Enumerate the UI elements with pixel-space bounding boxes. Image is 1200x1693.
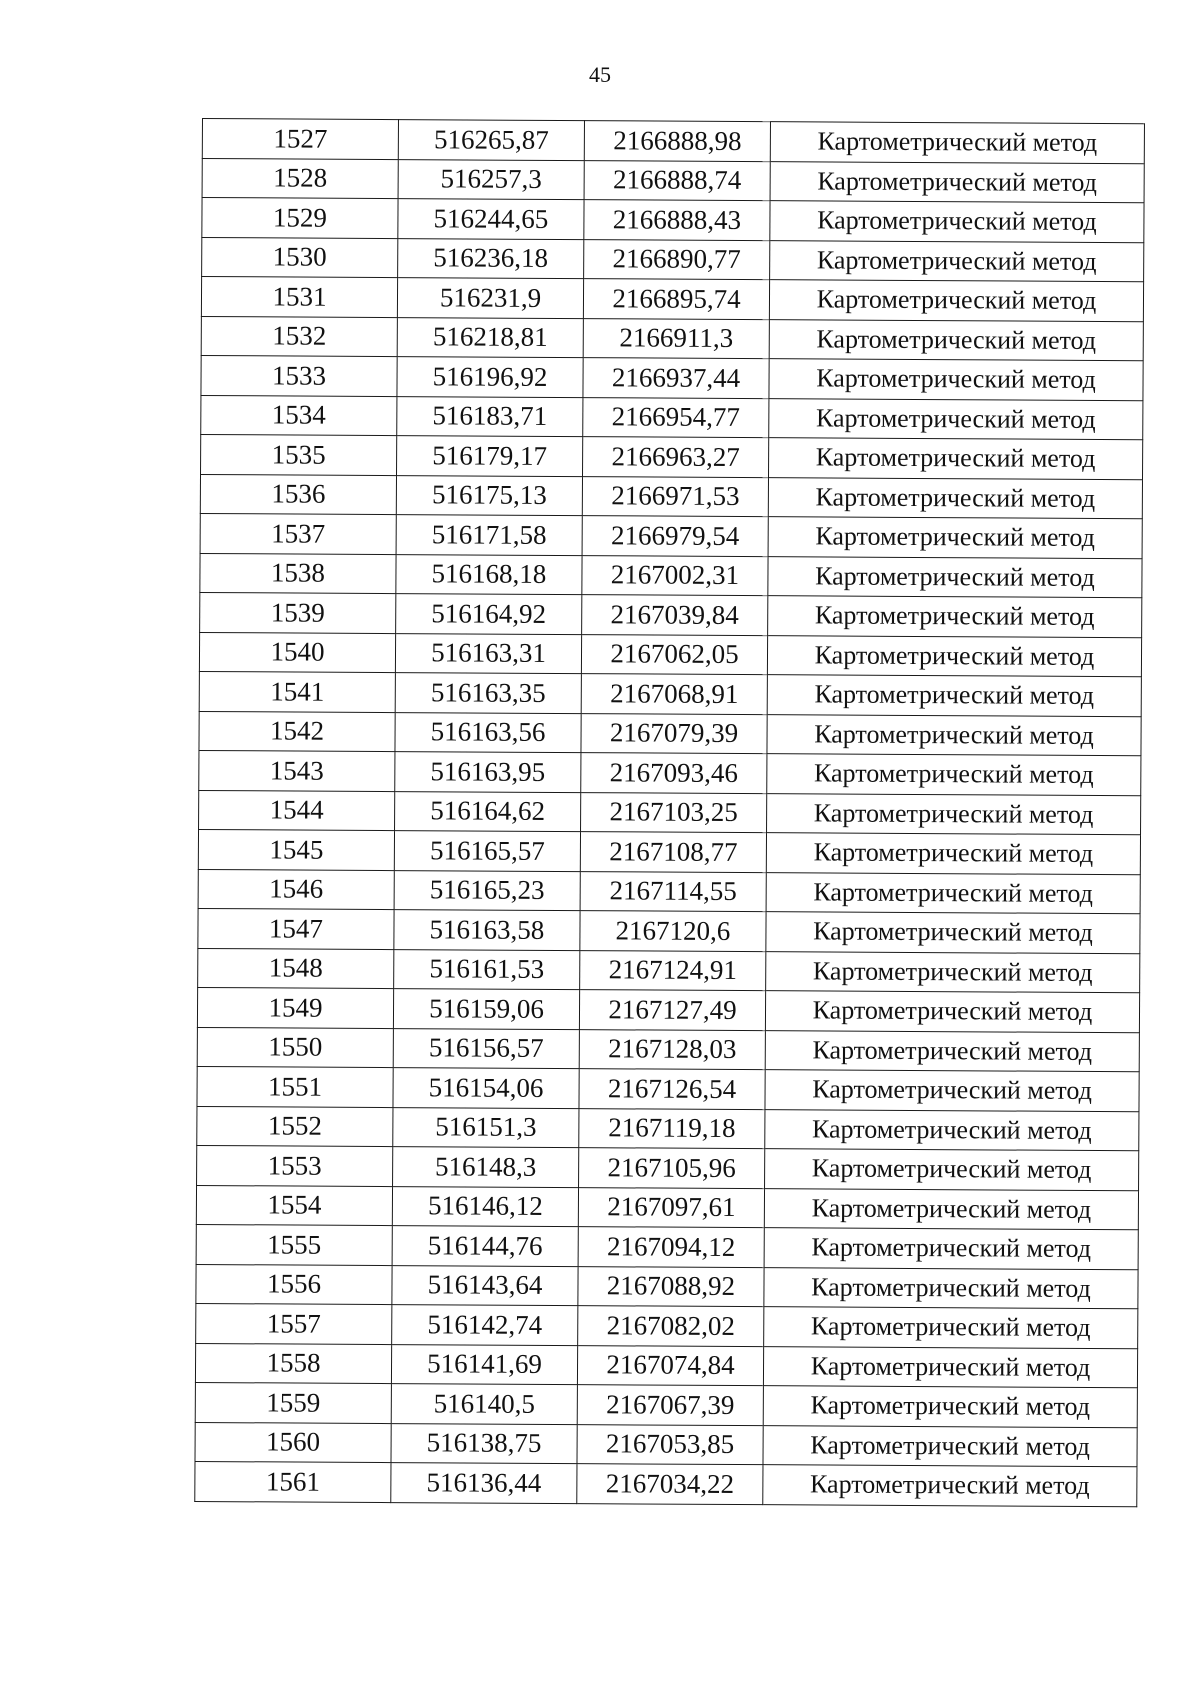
x-coordinate-cell: 516144,76 xyxy=(392,1226,578,1267)
y-coordinate-cell: 2167067,39 xyxy=(577,1385,763,1426)
y-coordinate-cell: 2167002,31 xyxy=(582,555,768,596)
point-number-cell: 1555 xyxy=(196,1224,392,1265)
y-coordinate-cell: 2166954,77 xyxy=(583,397,769,438)
x-coordinate-cell: 516143,64 xyxy=(392,1265,578,1306)
table-row xyxy=(196,1303,1138,1348)
y-coordinate-cell: 2166888,43 xyxy=(584,200,770,241)
x-coordinate-cell: 516163,35 xyxy=(395,673,581,714)
table-row xyxy=(196,1264,1138,1309)
y-coordinate-cell: 2166895,74 xyxy=(583,279,769,320)
table-row xyxy=(199,632,1141,677)
point-number-cell: 1543 xyxy=(199,750,395,791)
y-coordinate-cell: 2167088,92 xyxy=(578,1266,764,1307)
x-coordinate-cell: 516136,44 xyxy=(391,1463,577,1504)
table-row xyxy=(196,1224,1138,1269)
y-coordinate-cell: 2166971,53 xyxy=(582,476,768,517)
point-number-cell: 1538 xyxy=(200,553,396,594)
method-cell: Картометрический метод xyxy=(766,872,1140,914)
point-number-cell: 1549 xyxy=(197,987,393,1028)
table-row xyxy=(199,790,1141,835)
x-coordinate-cell: 516244,65 xyxy=(398,199,584,240)
table-row xyxy=(201,277,1143,322)
x-coordinate-cell: 516156,57 xyxy=(393,1028,579,1069)
table-row xyxy=(198,948,1140,993)
point-number-cell: 1561 xyxy=(195,1461,391,1502)
x-coordinate-cell: 516151,3 xyxy=(393,1107,579,1148)
y-coordinate-cell: 2167128,03 xyxy=(579,1029,765,1070)
x-coordinate-cell: 516165,23 xyxy=(394,870,580,911)
table-row xyxy=(198,869,1140,914)
y-coordinate-cell: 2166888,74 xyxy=(584,160,770,201)
table-row xyxy=(200,553,1142,598)
x-coordinate-cell: 516154,06 xyxy=(393,1068,579,1109)
y-coordinate-cell: 2167094,12 xyxy=(578,1227,764,1268)
method-cell: Картометрический метод xyxy=(767,675,1141,717)
method-cell: Картометрический метод xyxy=(763,1386,1137,1428)
x-coordinate-cell: 516163,58 xyxy=(394,910,580,951)
method-cell: Картометрический метод xyxy=(769,280,1143,322)
y-coordinate-cell: 2167093,46 xyxy=(581,753,767,794)
method-cell: Картометрический метод xyxy=(766,912,1140,954)
table-row xyxy=(202,119,1144,164)
point-number-cell: 1544 xyxy=(199,790,395,831)
y-coordinate-cell: 2167074,84 xyxy=(577,1345,763,1386)
page-number: 45 xyxy=(589,62,611,87)
y-coordinate-cell: 2167124,91 xyxy=(580,950,766,991)
table-row xyxy=(195,1382,1137,1427)
x-coordinate-cell: 516231,9 xyxy=(397,278,583,319)
x-coordinate-cell: 516236,18 xyxy=(398,238,584,279)
table-row xyxy=(199,711,1141,756)
table-row xyxy=(201,316,1143,361)
y-coordinate-cell: 2166937,44 xyxy=(583,358,769,399)
y-coordinate-cell: 2166963,27 xyxy=(583,437,769,478)
point-number-cell: 1533 xyxy=(201,355,397,396)
table-row xyxy=(200,592,1142,637)
point-number-cell: 1530 xyxy=(202,237,398,278)
method-cell: Картометрический метод xyxy=(764,1188,1138,1230)
method-cell: Картометрический метод xyxy=(769,398,1143,440)
point-number-cell: 1542 xyxy=(199,711,395,752)
point-number-cell: 1537 xyxy=(200,513,396,554)
method-cell: Картометрический метод xyxy=(763,1465,1137,1507)
table-row xyxy=(202,198,1144,243)
point-number-cell: 1536 xyxy=(200,474,396,515)
x-coordinate-cell: 516257,3 xyxy=(398,159,584,200)
method-cell: Картометрический метод xyxy=(763,1425,1137,1467)
x-coordinate-cell: 516148,3 xyxy=(393,1147,579,1188)
x-coordinate-cell: 516146,12 xyxy=(392,1186,578,1227)
point-number-cell: 1558 xyxy=(195,1343,391,1384)
method-cell: Картометрический метод xyxy=(767,635,1141,677)
method-cell: Картометрический метод xyxy=(765,1109,1139,1151)
y-coordinate-cell: 2166890,77 xyxy=(584,239,770,280)
point-number-cell: 1531 xyxy=(201,277,397,318)
y-coordinate-cell: 2166979,54 xyxy=(582,516,768,557)
point-number-cell: 1528 xyxy=(202,158,398,199)
x-coordinate-cell: 516142,74 xyxy=(392,1305,578,1346)
y-coordinate-cell: 2166888,98 xyxy=(584,121,770,162)
x-coordinate-cell: 516164,62 xyxy=(395,791,581,832)
method-cell: Картометрический метод xyxy=(764,1228,1138,1270)
x-coordinate-cell: 516141,69 xyxy=(391,1344,577,1385)
method-cell: Картометрический метод xyxy=(767,793,1141,835)
table-row xyxy=(199,750,1141,795)
point-number-cell: 1559 xyxy=(195,1382,391,1423)
x-coordinate-cell: 516163,31 xyxy=(395,633,581,674)
table-row xyxy=(196,1185,1138,1230)
method-cell: Картометрический метод xyxy=(766,833,1140,875)
point-number-cell: 1551 xyxy=(197,1066,393,1107)
y-coordinate-cell: 2167097,61 xyxy=(578,1187,764,1228)
y-coordinate-cell: 2167062,05 xyxy=(581,634,767,675)
point-number-cell: 1560 xyxy=(195,1422,391,1463)
y-coordinate-cell: 2167105,96 xyxy=(579,1148,765,1189)
method-cell: Картометрический метод xyxy=(763,1346,1137,1388)
point-number-cell: 1546 xyxy=(198,869,394,910)
x-coordinate-cell: 516164,92 xyxy=(396,594,582,635)
y-coordinate-cell: 2166911,3 xyxy=(583,318,769,359)
table-row xyxy=(195,1343,1137,1388)
table-row xyxy=(197,1066,1139,1111)
method-cell: Картометрический метод xyxy=(764,1267,1138,1309)
y-coordinate-cell: 2167120,6 xyxy=(580,911,766,952)
method-cell: Картометрический метод xyxy=(768,477,1142,519)
x-coordinate-cell: 516218,81 xyxy=(397,317,583,358)
x-coordinate-cell: 516168,18 xyxy=(396,554,582,595)
y-coordinate-cell: 2167108,77 xyxy=(580,832,766,873)
table-row xyxy=(201,434,1143,479)
table-row xyxy=(200,513,1142,558)
table-row xyxy=(195,1461,1137,1506)
point-number-cell: 1540 xyxy=(199,632,395,673)
table-row xyxy=(197,1106,1139,1151)
coordinates-table-body xyxy=(195,119,1145,1507)
point-number-cell: 1548 xyxy=(198,948,394,989)
method-cell: Картометрический метод xyxy=(767,714,1141,756)
point-number-cell: 1554 xyxy=(196,1185,392,1226)
coordinates-table xyxy=(194,118,1145,1507)
method-cell: Картометрический метод xyxy=(769,359,1143,401)
point-number-cell: 1552 xyxy=(197,1106,393,1147)
point-number-cell: 1557 xyxy=(196,1303,392,1344)
x-coordinate-cell: 516171,58 xyxy=(396,515,582,556)
y-coordinate-cell: 2167068,91 xyxy=(581,674,767,715)
x-coordinate-cell: 516138,75 xyxy=(391,1423,577,1464)
method-cell: Картометрический метод xyxy=(770,122,1144,164)
y-coordinate-cell: 2167053,85 xyxy=(577,1424,763,1465)
point-number-cell: 1547 xyxy=(198,908,394,949)
point-number-cell: 1541 xyxy=(199,671,395,712)
method-cell: Картометрический метод xyxy=(769,319,1143,361)
point-number-cell: 1534 xyxy=(201,395,397,436)
x-coordinate-cell: 516179,17 xyxy=(397,436,583,477)
method-cell: Картометрический метод xyxy=(768,517,1142,559)
y-coordinate-cell: 2167127,49 xyxy=(579,990,765,1031)
table-row xyxy=(197,987,1139,1032)
y-coordinate-cell: 2167119,18 xyxy=(579,1108,765,1149)
method-cell: Картометрический метод xyxy=(770,201,1144,243)
method-cell: Картометрический метод xyxy=(770,161,1144,203)
table-row xyxy=(202,237,1144,282)
x-coordinate-cell: 516163,56 xyxy=(395,712,581,753)
y-coordinate-cell: 2167103,25 xyxy=(581,792,767,833)
point-number-cell: 1556 xyxy=(196,1264,392,1305)
x-coordinate-cell: 516183,71 xyxy=(397,396,583,437)
y-coordinate-cell: 2167079,39 xyxy=(581,713,767,754)
x-coordinate-cell: 516265,87 xyxy=(398,120,584,161)
point-number-cell: 1539 xyxy=(200,592,396,633)
x-coordinate-cell: 516161,53 xyxy=(394,949,580,990)
point-number-cell: 1553 xyxy=(197,1145,393,1186)
table-row xyxy=(197,1145,1139,1190)
table-row xyxy=(197,1027,1139,1072)
table-row xyxy=(198,829,1140,874)
method-cell: Картометрический метод xyxy=(765,1070,1139,1112)
x-coordinate-cell: 516175,13 xyxy=(396,475,582,516)
method-cell: Картометрический метод xyxy=(765,991,1139,1033)
x-coordinate-cell: 516140,5 xyxy=(391,1384,577,1425)
x-coordinate-cell: 516165,57 xyxy=(394,831,580,872)
method-cell: Картометрический метод xyxy=(768,556,1142,598)
x-coordinate-cell: 516159,06 xyxy=(393,989,579,1030)
table-row xyxy=(201,355,1143,400)
y-coordinate-cell: 2167114,55 xyxy=(580,871,766,912)
method-cell: Картометрический метод xyxy=(764,1307,1138,1349)
table-row xyxy=(201,395,1143,440)
method-cell: Картометрический метод xyxy=(766,951,1140,993)
y-coordinate-cell: 2167039,84 xyxy=(582,595,768,636)
table-row xyxy=(202,158,1144,203)
point-number-cell: 1527 xyxy=(202,119,398,160)
y-coordinate-cell: 2167126,54 xyxy=(579,1069,765,1110)
table-row xyxy=(200,474,1142,519)
method-cell: Картометрический метод xyxy=(768,596,1142,638)
method-cell: Картометрический метод xyxy=(765,1030,1139,1072)
method-cell: Картометрический метод xyxy=(769,438,1143,480)
table-row xyxy=(195,1422,1137,1467)
table-row xyxy=(198,908,1140,953)
x-coordinate-cell: 516163,95 xyxy=(395,752,581,793)
y-coordinate-cell: 2167034,22 xyxy=(577,1464,763,1505)
point-number-cell: 1545 xyxy=(198,829,394,870)
point-number-cell: 1535 xyxy=(201,434,397,475)
method-cell: Картометрический метод xyxy=(770,240,1144,282)
point-number-cell: 1532 xyxy=(201,316,397,357)
table-row xyxy=(199,671,1141,716)
x-coordinate-cell: 516196,92 xyxy=(397,357,583,398)
y-coordinate-cell: 2167082,02 xyxy=(578,1306,764,1347)
point-number-cell: 1529 xyxy=(202,198,398,239)
method-cell: Картометрический метод xyxy=(765,1149,1139,1191)
method-cell: Картометрический метод xyxy=(767,754,1141,796)
point-number-cell: 1550 xyxy=(197,1027,393,1068)
